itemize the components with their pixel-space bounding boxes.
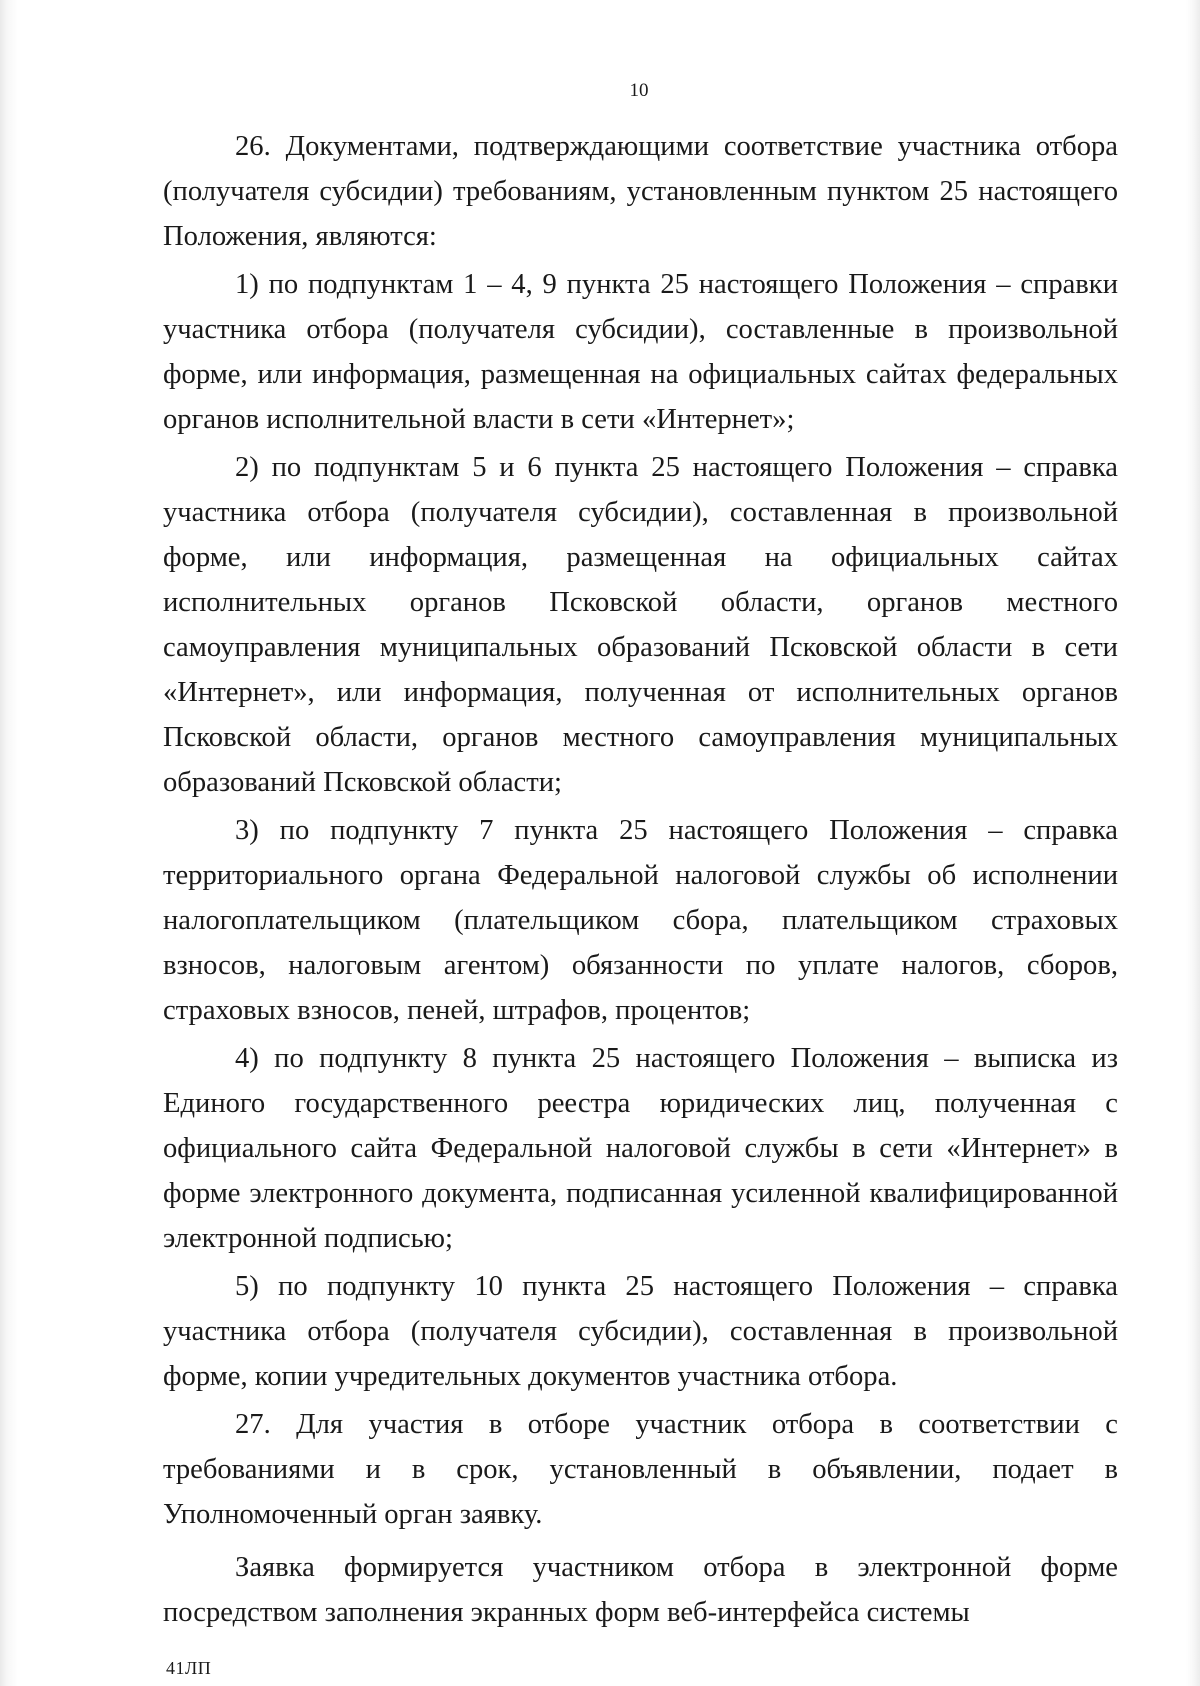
footer-document-code: 41ЛП [166, 1658, 212, 1678]
paragraph-26-item-4: 4) по подпункту 8 пункта 25 настоящего Положения – выписка из Единого государственного реестра юридических лиц, полученная с официального сайта Федеральной налоговой службы в сети «Интернет» в форме электронного документа, подписанная усиленной квалифицированной электронной подписью; [163, 1043, 1118, 1254]
paragraph-27: 27. Для участия в отборе участник отбора в соответствии с требованиями и в срок, установленный в объявлении, подает в Уполномоченный орган заявку. [163, 1409, 1118, 1530]
document-body [163, 124, 1118, 1638]
paragraph-26: 26. Документами, подтверждающими соответствие участника отбора (получателя субсидии) требованиям, установленным пунктом 25 настоящего Положения, являются: [163, 131, 1118, 252]
paragraph-26-item-5: 5) по подпункту 10 пункта 25 настоящего Положения – справка участника отбора (получателя субсидии), составленная в произвольной форме, копии учредительных документов участника отбора. [163, 1271, 1118, 1392]
paragraph-26-item-1: 1) по подпунктам 1 – 4, 9 пункта 25 настоящего Положения – справки участника отбора (получателя субсидии), составленные в произвольной форме, или информация, размещенная на официальных сайтах федеральных органов исполнительной власти в сети «Интернет»; [163, 269, 1118, 435]
scan-edge-left [0, 0, 18, 1686]
paragraph-27-continued: Заявка формируется участником отбора в электронной форме посредством заполнения экранных форм веб-интерфейса системы [163, 1552, 1118, 1628]
paragraph-26-item-2: 2) по подпунктам 5 и 6 пункта 25 настоящего Положения – справка участника отбора (получателя субсидии), составленная в произвольной форме, или информация, размещенная на официальных сайтах исполнительных органов Псковской области, органов местного самоуправления муниципальных образований Псковской области в сети «Интернет», или информация, полученная от исполнительных органов Псковской области, органов местного самоуправления муниципальных образований Псковской области; [163, 452, 1118, 798]
scan-edge-right [1186, 0, 1200, 1686]
page-number: 10 [629, 80, 649, 101]
paragraph-26-item-3: 3) по подпункту 7 пункта 25 настоящего Положения – справка территориального органа Федеральной налоговой службы об исполнении налогоплательщиком (плательщиком сбора, плательщиком страховых взносов, налоговым агентом) обязанности по уплате налогов, сборов, страховых взносов, пеней, штрафов, процентов; [163, 815, 1118, 1026]
